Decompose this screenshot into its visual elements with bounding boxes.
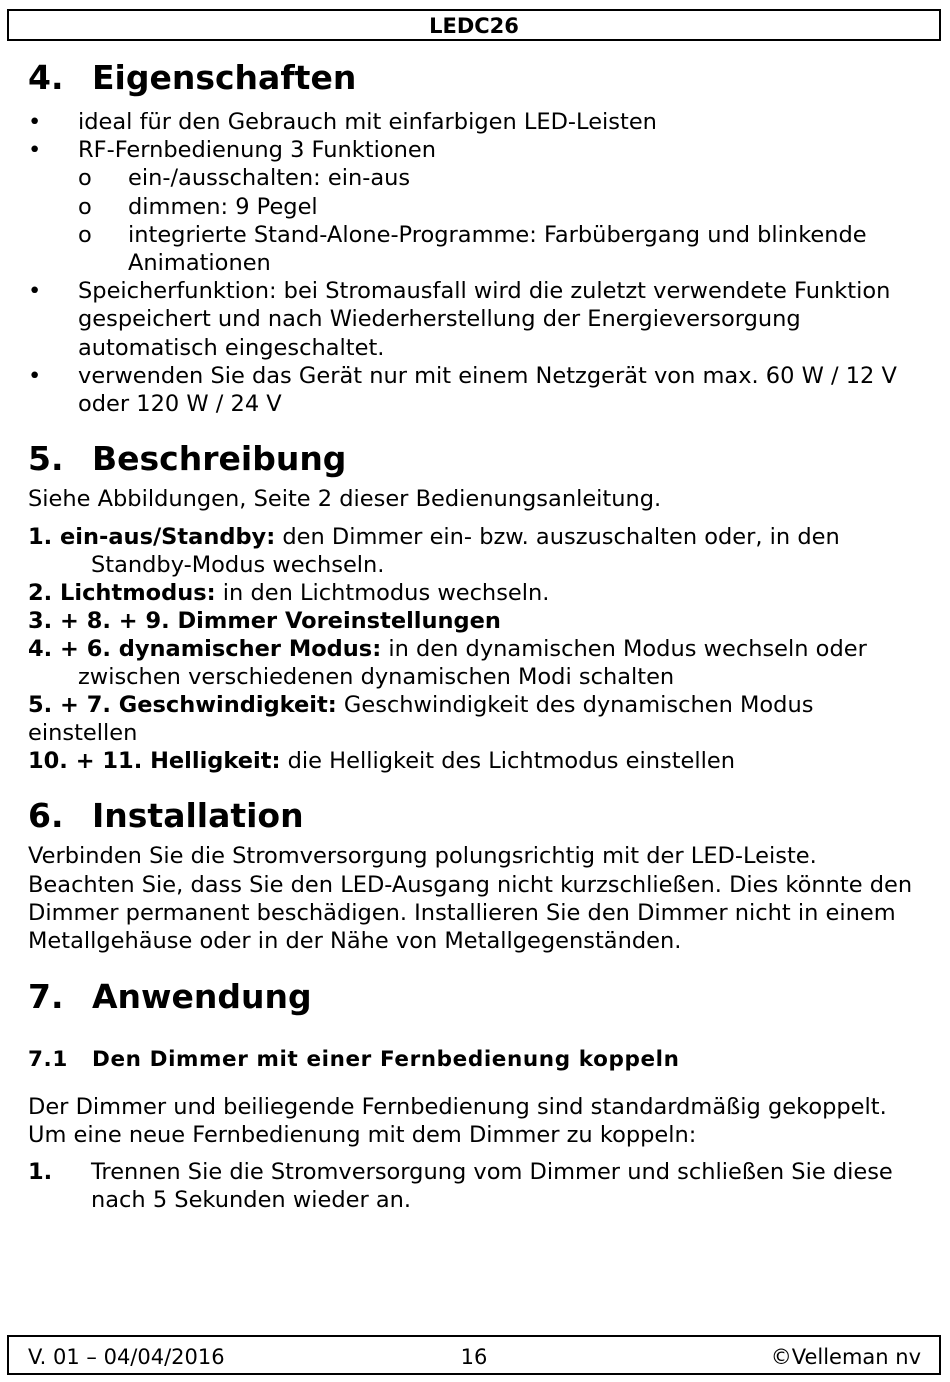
page-header — [7, 9, 941, 41]
description-label: 1. ein-aus/Standby: — [28, 524, 276, 551]
description-item — [28, 635, 928, 691]
sub-list-item-text: integrierte Stand-Alone-Programme: Farbübergang und blinkende Animationen — [128, 221, 867, 277]
section-number: 5. — [28, 439, 64, 479]
page-content — [28, 56, 928, 1214]
section-intro: Siehe Abbildungen, Seite 2 dieser Bedienungsanleitung. — [28, 486, 662, 513]
section-6-heading — [28, 794, 928, 838]
description-text: in den Lichtmodus wechseln. — [215, 580, 550, 607]
section-title: Installation — [92, 796, 304, 836]
copyright: ©Velleman nv — [770, 1345, 921, 1369]
description-item — [28, 747, 928, 775]
list-item — [28, 362, 928, 418]
description-label: 10. + 11. Helligkeit: — [28, 748, 281, 775]
list-item — [28, 108, 928, 136]
step-text: Trennen Sie die Stromversorgung vom Dimmer und schließen Sie diese nach 5 Sekunden wieder an. — [91, 1158, 893, 1213]
sub-list-item — [28, 193, 928, 221]
step-item — [28, 1158, 928, 1214]
list-item-text: verwenden Sie das Gerät nur mit einem Netzgerät von max. 60 W / 12 V oder 120 W / 24 V — [78, 362, 897, 418]
subsection-title: Den Dimmer mit einer Fernbedienung koppeln — [92, 1047, 680, 1073]
bullet: • — [28, 362, 42, 389]
section-number: 6. — [28, 796, 64, 836]
section-number: 4. — [28, 58, 64, 97]
description-item — [28, 579, 928, 607]
sub-bullet: o — [78, 193, 92, 220]
description-text: in den dynamischen Modus wechseln oder zwischen verschiedenen dynamischen Modi schalten — [78, 636, 867, 691]
subsection-number: 7.1 — [28, 1047, 68, 1073]
section-number: 7. — [28, 977, 64, 1017]
page-footer — [7, 1335, 941, 1375]
subsection-7-1-heading — [28, 1045, 928, 1075]
description-item — [28, 607, 928, 635]
sub-list-item — [28, 164, 928, 192]
page-number: 16 — [460, 1345, 488, 1369]
section-title: Eigenschaften — [92, 58, 357, 97]
section-title: Anwendung — [92, 977, 312, 1017]
version-date: V. 01 – 04/04/2016 — [28, 1345, 225, 1369]
pairing-intro: Der Dimmer und beiliegende Fernbedienung sind standardmäßig gekoppelt. Um eine neue Fernbedienung mit dem Dimmer zu koppeln: — [28, 1094, 887, 1149]
document-title: LEDC26 — [429, 14, 519, 38]
sub-list-item-text: ein-/ausschalten: ein-aus — [128, 165, 411, 192]
description-text: die Helligkeit des Lichtmodus einstellen — [280, 748, 735, 775]
bullet: • — [28, 137, 42, 164]
section-title: Beschreibung — [92, 439, 347, 479]
list-item — [28, 136, 928, 164]
section-7-heading — [28, 975, 928, 1019]
description-label: 4. + 6. dynamischer Modus: — [28, 636, 382, 663]
description-item — [28, 523, 928, 579]
sub-list-item — [28, 221, 928, 277]
description-label: 2. Lichtmodus: — [28, 580, 216, 607]
features-list — [28, 108, 928, 418]
installation-text: Verbinden Sie die Stromversorgung polungsrichtig mit der LED-Leiste. Beachten Sie, dass Sie den LED-Ausgang nicht kurzschließen. Dies könnte den Dimmer permanent beschädigen. Installieren Sie den Dimmer nicht in einem Metallgehäuse oder in der Nähe von Metallgegenständen. — [28, 843, 913, 955]
description-label: 3. + 8. + 9. Dimmer Voreinstellungen — [28, 608, 501, 635]
sub-bullet: o — [78, 221, 92, 248]
list-item-text: RF-Fernbedienung 3 Funktionen — [78, 137, 437, 164]
section-4-heading — [28, 56, 928, 100]
sub-bullet: o — [78, 165, 92, 192]
list-item-text: ideal für den Gebrauch mit einfarbigen LED-Leisten — [78, 109, 657, 135]
sub-list-item-text: dimmen: 9 Pegel — [128, 193, 318, 220]
step-number: 1. — [28, 1158, 53, 1185]
description-item — [28, 691, 928, 747]
description-label: 5. + 7. Geschwindigkeit: — [28, 692, 337, 719]
description-text: den Dimmer ein- bzw. auszuschalten oder, in den Standby-Modus wechseln. — [91, 524, 840, 579]
description-text: Geschwindigkeit des dynamischen Modus einstellen — [28, 692, 814, 747]
list-item — [28, 277, 928, 362]
list-item-text: Speicherfunktion: bei Stromausfall wird die zuletzt verwendete Funktion gespeichert und nach Wiederherstellung der Energieversorgung automatisch eingeschaltet. — [78, 278, 891, 361]
bullet: • — [28, 278, 42, 305]
section-5-heading — [28, 437, 928, 481]
bullet: • — [28, 109, 42, 135]
